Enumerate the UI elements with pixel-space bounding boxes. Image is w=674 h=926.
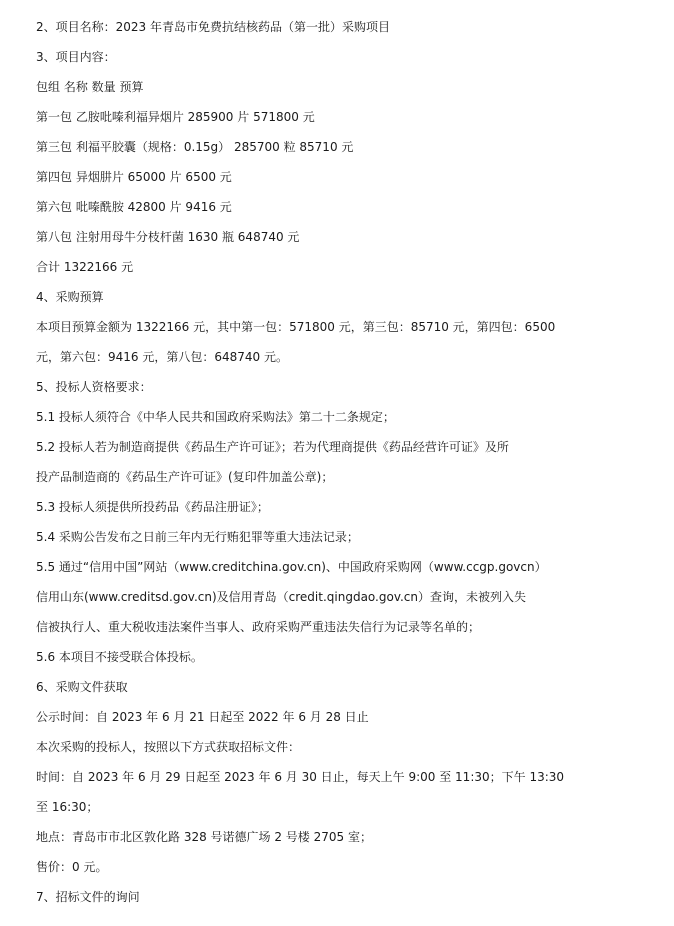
project-name-line: 2、项目名称：2023 年青岛市免费抗结核药品（第一批）采购项目 bbox=[36, 20, 390, 34]
qualification-5-1: 5.1 投标人须符合《中华人民共和国政府采购法》第二十二条规定； bbox=[36, 410, 395, 424]
qualification-5-3: 5.3 投标人须提供所投药品《药品注册证》； bbox=[36, 500, 269, 514]
qualification-5-4: 5.4 采购公告发布之日前三年内无行贿犯罪等重大违法记录； bbox=[36, 530, 359, 544]
acquisition-time-line-1: 时间：自 2023 年 6 月 29 日起至 2023 年 6 月 30 日止，每天上午 9:00 至 11:30；下午 13:30 bbox=[36, 770, 565, 784]
package-total: 合计 1322166 元 bbox=[36, 260, 134, 274]
acquisition-location: 地点：青岛市市北区敦化路 328 号诺德广场 2 号楼 2705 室； bbox=[36, 830, 372, 844]
section-heading-qualifications: 5、投标人资格要求： bbox=[36, 380, 152, 394]
package-row-4: 第四包 异烟肼片 65000 片 6500 元 bbox=[36, 170, 232, 184]
qualification-5-5-line-2: 信用山东(www.creditsd.gov.cn)及信用青岛（credit.qingdao.gov.cn）查询，未被列入失 bbox=[36, 590, 527, 604]
section-heading-budget: 4、采购预算 bbox=[36, 290, 104, 304]
budget-text-line-1: 本项目预算金额为 1322166 元，其中第一包：571800 元，第三包：85710 元，第四包：6500 bbox=[36, 320, 556, 334]
qualification-5-2-line-2: 投产品制造商的《药品生产许可证》(复印件加盖公章)； bbox=[36, 470, 334, 484]
budget-text-line-2: 元，第六包：9416 元，第八包：648740 元。 bbox=[36, 350, 288, 364]
package-table-header: 包组 名称 数量 预算 bbox=[36, 80, 144, 94]
document-body bbox=[36, 15, 646, 915]
package-row-3: 第三包 利福平胶囊（规格：0.15g） 285700 粒 85710 元 bbox=[36, 140, 354, 154]
acquisition-time-line-2: 至 16:30； bbox=[36, 800, 99, 814]
section-heading-project-content: 3、项目内容： bbox=[36, 50, 116, 64]
qualification-5-6: 5.6 本项目不接受联合体投标。 bbox=[36, 650, 203, 664]
package-row-8: 第八包 注射用母牛分枝杆菌 1630 瓶 648740 元 bbox=[36, 230, 300, 244]
section-heading-documents: 6、采购文件获取 bbox=[36, 680, 128, 694]
document-price: 售价：0 元。 bbox=[36, 860, 108, 874]
package-row-6: 第六包 吡嗪酰胺 42800 片 9416 元 bbox=[36, 200, 232, 214]
qualification-5-5-line-3: 信被执行人、重大税收违法案件当事人、政府采购严重违法失信行为记录等名单的； bbox=[36, 620, 481, 634]
publicity-period: 公示时间：自 2023 年 6 月 21 日起至 2022 年 6 月 28 日止 bbox=[36, 710, 369, 724]
qualification-5-5-line-1: 5.5 通过“信用中国”网站（www.creditchina.gov.cn)、中国政府采购网（www.ccgp.govcn） bbox=[36, 560, 547, 574]
acquisition-intro: 本次采购的投标人，按照以下方式获取招标文件： bbox=[36, 740, 301, 754]
package-row-1: 第一包 乙胺吡嗪利福异烟片 285900 片 571800 元 bbox=[36, 110, 315, 124]
qualification-5-2-line-1: 5.2 投标人若为制造商提供《药品生产许可证》；若为代理商提供《药品经营许可证》及所 bbox=[36, 440, 509, 454]
section-heading-inquiry: 7、招标文件的询问 bbox=[36, 890, 140, 904]
